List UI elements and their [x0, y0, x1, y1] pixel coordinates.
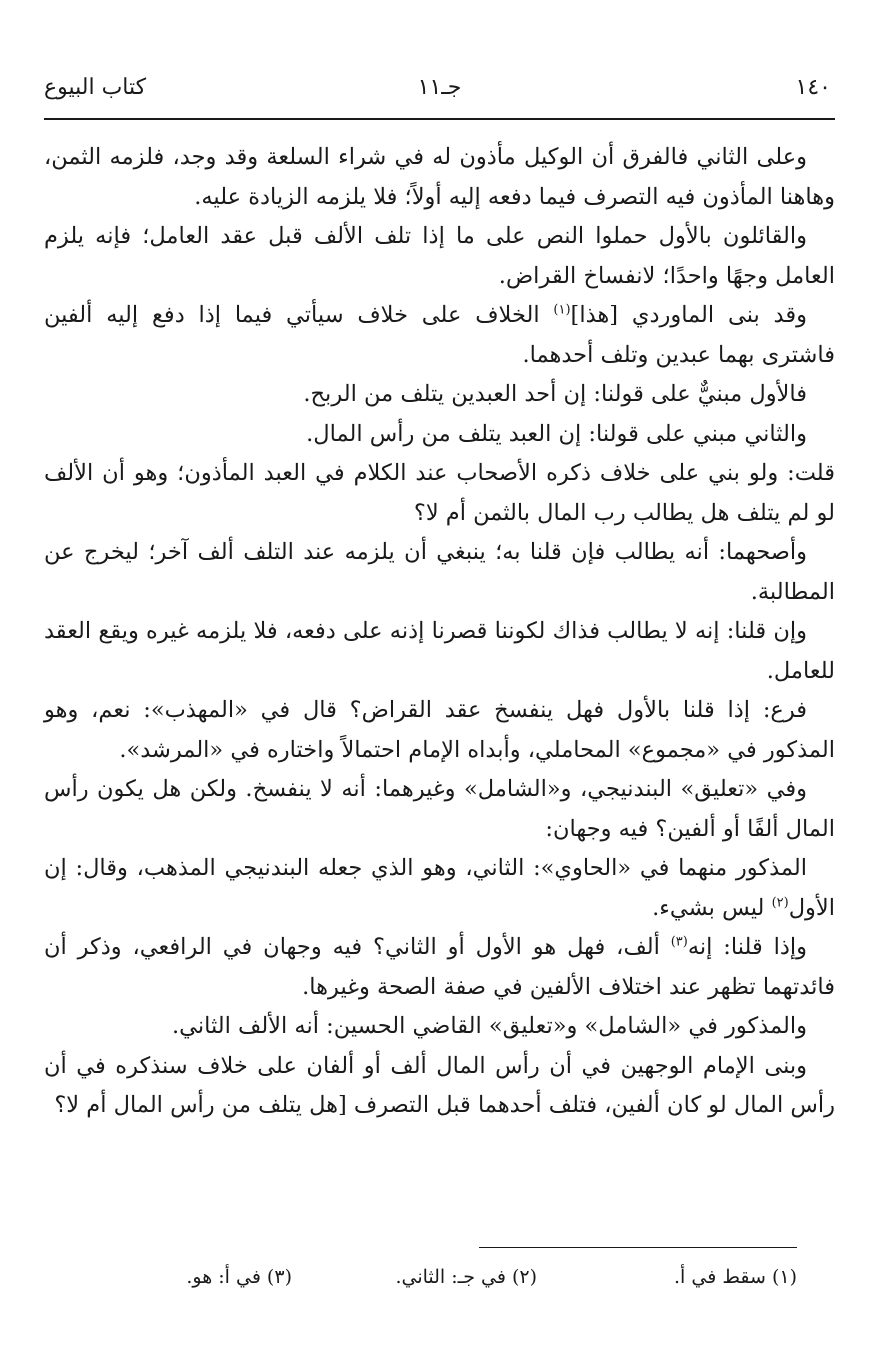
paragraph: قلت: ولو بني على خلاف ذكره الأصحاب عند الكلام في العبد المأذون؛ وهو أن الألف لو لم يتلف هل يطالب رب المال بالثمن أم لا؟ [44, 460, 835, 526]
paragraph-text: وإذا قلنا: إنه [687, 934, 807, 960]
header-divider [44, 118, 835, 120]
paragraph: وإن قلنا: إنه لا يطالب فذاك لكوننا قصرنا إذنه على دفعه، فلا يلزمه غيره ويقع العقد للعامل. [44, 618, 835, 684]
paragraph: والقائلون بالأول حملوا النص على ما إذا تلف الألف قبل عقد العامل؛ فإنه يلزم العامل وجهًا واحدًا؛ لانفساخ القراض. [44, 223, 835, 289]
paragraph: فرع: إذا قلنا بالأول فهل ينفسخ عقد القراض؟ قال في «المهذب»: نعم، وهو المذكور في «مجموع» المحاملي، وأبداه الإمام احتمالاً واختاره في «المرشد». [44, 697, 835, 763]
paragraph [44, 928, 835, 1007]
paragraph-text: وقد بنى الماوردي [هذا] [570, 302, 807, 328]
main-text [44, 138, 835, 1126]
paragraph-text: ألف، فهل هو الأول أو الثاني؟ فيه وجهان في الرافعي، وذكر أن فائدتهما تظهر عند اختلاف الألفين في صفة الصحة وغيرها. [44, 934, 835, 1000]
page-number: ١٤٠ [795, 75, 831, 100]
paragraph: وأصحهما: أنه يطالب فإن قلنا به؛ ينبغي أن يلزمه عند التلف ألف آخر؛ ليخرج عن المطالبة. [44, 539, 835, 605]
volume-label: جـ١١ [417, 75, 462, 100]
paragraph: وفي «تعليق» البندنيجي، و«الشامل» وغيرهما: أنه لا ينفسخ. ولكن هل يكون رأس المال ألفًا أو ألفين؟ فيه وجهان: [44, 776, 835, 842]
paragraph: فالأول مبنيٌّ على قولنا: إن أحد العبدين يتلف من الربح. [303, 381, 807, 407]
paragraph: وعلى الثاني فالفرق أن الوكيل مأذون له في شراء السلعة وقد وجد، فلزمه الثمن، وهاهنا المأذون فيه التصرف فيما دفعه إليه أولاً؛ فلا يلزمه الزيادة عليه. [44, 144, 835, 210]
paragraph [44, 849, 835, 928]
paragraph: وبنى الإمام الوجهين في أن رأس المال ألف أو ألفان على خلاف سنذكره في أن رأس المال لو كان ألفين، فتلف أحدهما قبل التصرف [هل يتلف من رأس المال أم لا؟ [44, 1052, 835, 1118]
paragraph-text: المذكور منهما في «الحاوي»: الثاني، وهو الذي جعله البندنيجي المذهب، وقال: إن الأول [44, 855, 835, 921]
paragraph-text: ليس بشيء. [652, 894, 772, 921]
footnote-marker: (٣) [670, 934, 688, 950]
footnote-marker: (٢) [771, 895, 789, 910]
footnote: (١) سقط في أ. [674, 1266, 797, 1288]
paragraph [44, 296, 835, 375]
footnotes [60, 1262, 797, 1292]
paragraph-text: الخلاف على خلاف سيأتي فيما إذا دفع إليه ألفين فاشترى بهما عبدين وتلف أحدهما. [44, 302, 835, 368]
paragraph: والمذكور في «الشامل» و«تعليق» القاضي الحسين: أنه الألف الثاني. [171, 1013, 807, 1039]
footnote-marker: (١) [553, 302, 571, 318]
footnote: (٢) في جـ: الثاني. [395, 1266, 537, 1288]
running-header [44, 68, 835, 108]
paragraph: والثاني مبني على قولنا: إن العبد يتلف من رأس المال. [306, 420, 807, 447]
footnote-divider [479, 1247, 797, 1248]
book-title: كتاب البيوع [44, 75, 147, 100]
footnote: (٣) في أ: هو. [186, 1266, 292, 1288]
